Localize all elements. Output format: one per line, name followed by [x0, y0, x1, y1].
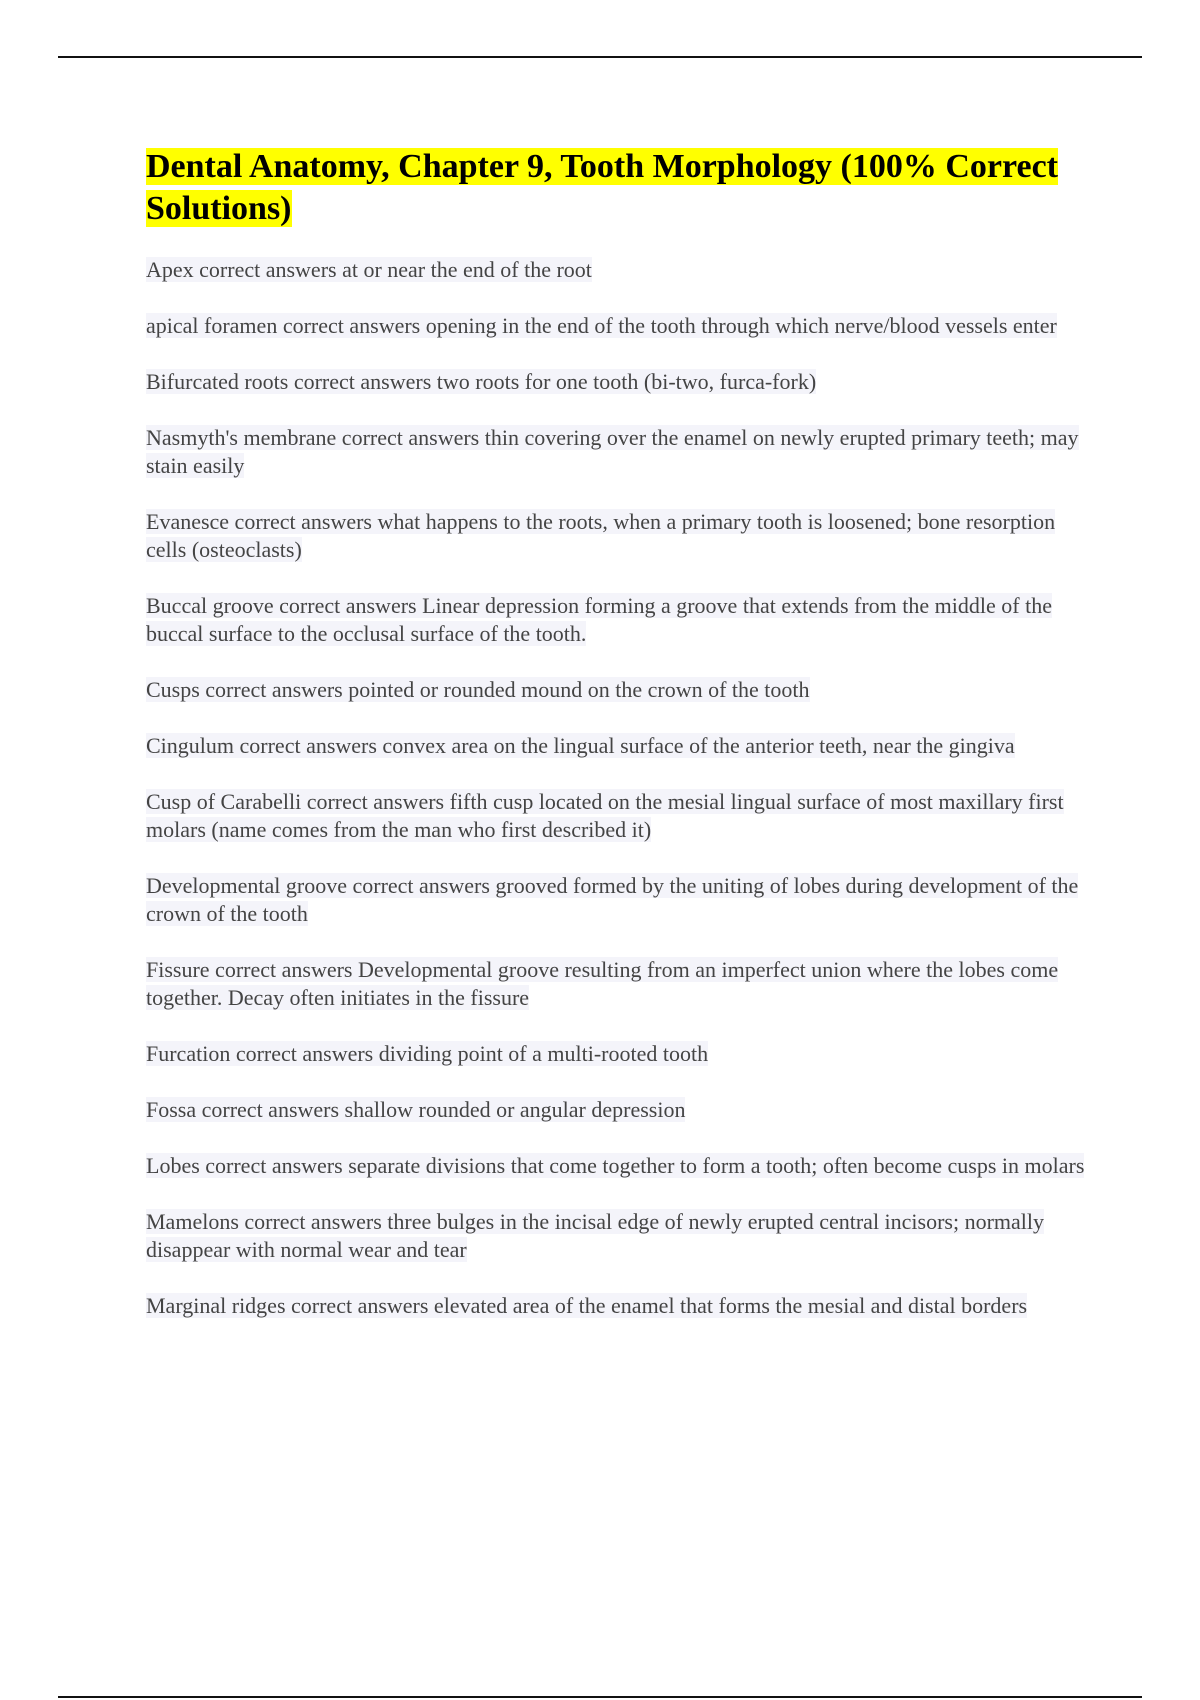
- list-item: [146, 1152, 1086, 1180]
- entry-text: Evanesce correct answers what happens to the roots, when a primary tooth is loosened; bone resorption cells (osteoclasts): [146, 509, 1056, 562]
- entry-text: apical foramen correct answers opening in the end of the tooth through which nerve/blood vessels enter: [146, 313, 1057, 338]
- entry-text: Developmental groove correct answers grooved formed by the uniting of lobes during development of the crown of the tooth: [146, 873, 1079, 926]
- list-item: [146, 368, 1086, 396]
- list-item: [146, 312, 1086, 340]
- entry-text: Cusp of Carabelli correct answers fifth cusp located on the mesial lingual surface of most maxillary first molars (name comes from the man who first described it): [146, 789, 1064, 842]
- bottom-rule: [58, 1696, 1142, 1698]
- list-item: [146, 732, 1086, 760]
- entry-text: Fossa correct answers shallow rounded or angular depression: [146, 1097, 686, 1122]
- entry-text: Buccal groove correct answers Linear depression forming a groove that extends from the middle of the buccal surface to the occlusal surface of the tooth.: [146, 593, 1052, 646]
- entry-text: Apex correct answers at or near the end of the root: [146, 257, 592, 282]
- entry-text: Mamelons correct answers three bulges in the incisal edge of newly erupted central incisors; normally disappear with normal wear and tear: [146, 1209, 1045, 1262]
- top-rule: [58, 56, 1142, 58]
- entry-text: Fissure correct answers Developmental groove resulting from an imperfect union where the lobes come together. Decay often initiates in the fissure: [146, 957, 1059, 1010]
- entry-text: Nasmyth's membrane correct answers thin covering over the enamel on newly erupted primary teeth; may stain easily: [146, 425, 1079, 478]
- flashcard-list: [146, 256, 1086, 1320]
- list-item: [146, 1096, 1086, 1124]
- entry-text: Bifurcated roots correct answers two roots for one tooth (bi-two, furca-fork): [146, 369, 817, 394]
- entry-text: Cingulum correct answers convex area on the lingual surface of the anterior teeth, near the gingiva: [146, 733, 1015, 758]
- entry-text: Cusps correct answers pointed or rounded mound on the crown of the tooth: [146, 677, 810, 702]
- list-item: [146, 424, 1086, 480]
- entry-text: Furcation correct answers dividing point of a multi-rooted tooth: [146, 1041, 709, 1066]
- list-item: [146, 1292, 1086, 1320]
- list-item: [146, 1040, 1086, 1068]
- list-item: [146, 872, 1086, 928]
- entry-text: Lobes correct answers separate divisions that come together to form a tooth; often become cusps in molars: [146, 1153, 1085, 1178]
- list-item: [146, 592, 1086, 648]
- list-item: [146, 1208, 1086, 1264]
- list-item: [146, 788, 1086, 844]
- list-item: [146, 956, 1086, 1012]
- document-body: [146, 146, 1086, 1348]
- document-title-text: Dental Anatomy, Chapter 9, Tooth Morphology (100% Correct Solutions): [146, 148, 1059, 227]
- list-item: [146, 676, 1086, 704]
- entry-text: Marginal ridges correct answers elevated area of the enamel that forms the mesial and distal borders: [146, 1293, 1028, 1318]
- list-item: [146, 508, 1086, 564]
- document-title: [146, 146, 1086, 230]
- list-item: [146, 256, 1086, 284]
